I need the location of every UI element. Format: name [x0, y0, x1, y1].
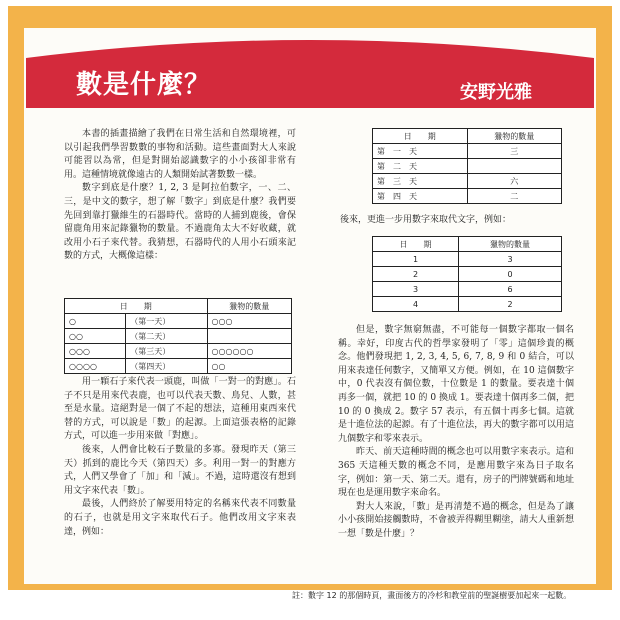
table-header: 日 期	[65, 299, 208, 314]
table-row	[373, 297, 562, 312]
day-cell: 4	[373, 297, 459, 312]
day-cell: 第 四 天	[373, 189, 468, 204]
digit-count-table	[372, 236, 562, 312]
paragraph: 昨天、前天這種時間的概念也可以用數字來表示。這和 365 天這種天數的概念不同，是應用數字來為日子取名字，例如：第一天、第二天。還有，房子的門牌號碼和地址現在也是運用數字來命名。	[338, 447, 574, 499]
day-cell: 2	[373, 267, 459, 282]
count-cell: 6	[459, 282, 562, 297]
table-row	[373, 159, 562, 174]
paragraph: 但是，數字無窮無盡，不可能每一個數字都取一個名稱。幸好，印度古代的哲學家發明了「零」這個珍貴的概念。他們發現把 1, 2, 3, 4, 5, 6, 7, 8, 9 和 0 結合，可以用來表達任何數字，又簡單又方便。例如，在 10 這個數字中，0 代表沒有個位數，十位數是 1 的數量。要表達十個再多一個，就把 10 的 0 換成 1。要表達十個再多二個，把 10 的 0 換成 2。數字 57 表示，有五個十再多七個。這就是十進位法的起源。有了十進位法，再大的數字都可以用這九個數字和零來表示。	[338, 325, 574, 444]
table-row	[373, 252, 562, 267]
marks-cell: ○	[65, 314, 126, 329]
day-cell: 3	[373, 282, 459, 297]
paragraph: 用一顆石子來代表一頭鹿，叫做「一對一的對應」。石子不只是用來代表鹿，也可以代表天數、鳥兒、人數，甚至是水量。這絕對是一個了不起的想法，這種用東西來代替的方式，可以說是「數」的起源。上面這張表格的記錄方式，可以進一步用來做「對應」。	[64, 377, 296, 442]
table-row	[373, 174, 562, 189]
day-cell: （第一天）	[126, 314, 207, 329]
table-row	[373, 267, 562, 282]
marks-cell: ○○○	[65, 344, 126, 359]
author-name: 安野光雅	[460, 82, 532, 103]
day-cell: 第 三 天	[373, 174, 468, 189]
paragraph: 本書的插畫描繪了我們在日常生活和自然環境裡，可以引起我們學習數數的事物和活動。這些畫面對大人來說可能習以為常，但是對開始認識數字的小小孩卻非常有用。這種情境就像遠古的人類開始試著數數一樣。	[64, 129, 296, 180]
day-cell: （第二天）	[126, 329, 207, 344]
table-row	[65, 314, 292, 329]
table-header: 獵物的數量	[207, 299, 291, 314]
count-cell: ○○○○○○	[207, 344, 291, 359]
count-cell: 0	[459, 267, 562, 282]
page-title: 數是什麼？	[76, 70, 212, 100]
table-row	[373, 144, 562, 159]
count-cell: 六	[467, 174, 562, 189]
left-column	[64, 128, 296, 264]
table-row	[65, 359, 292, 374]
table-row	[65, 329, 292, 344]
count-cell: 2	[459, 297, 562, 312]
table-header: 獵物的數量	[459, 237, 562, 252]
count-cell: ○○○	[207, 314, 291, 329]
day-cell: （第四天）	[126, 359, 207, 374]
table-header: 日 期	[373, 129, 468, 144]
day-cell: （第三天）	[126, 344, 207, 359]
word-count-table	[372, 128, 562, 204]
right-column	[338, 324, 574, 542]
marks-cell: ○○○○	[65, 359, 126, 374]
day-cell: 第 二 天	[373, 159, 468, 174]
table-row	[373, 282, 562, 297]
paragraph: 數字到底是什麼？1, 2, 3 是阿拉伯數字，一、二、三，是中文的數字，想了解「數字」到底是什麼？我們要先回到靠打獵維生的石器時代。當時的人捕到鹿後，會保留鹿角用來記錄獵物的數量。不過鹿角太大不好收藏，就改用小石子來代替。我猜想，石器時代的人用小石頭來記數的方式，大概像這樣：	[64, 183, 296, 262]
stone-tally-table	[64, 298, 292, 374]
left-column-lower	[64, 376, 296, 539]
day-cell: 1	[373, 252, 459, 267]
paragraph: 後來，人們會比較石子數量的多寡。發現昨天（第三天）抓到的鹿比今天（第四天）多。利用一對一的對應方式，人們又學會了「加」和「減」。不過，這時還沒有想到用文字來代表「數」。	[64, 444, 296, 496]
table-row	[65, 344, 292, 359]
numbers-intro: 後來，更進一步用數字來取代文字，例如：	[340, 215, 512, 225]
table-header: 日 期	[373, 237, 459, 252]
paragraph: 最後，人們終於了解要用特定的名稱來代表不同數量的石子，也就是用文字來取代石子。他們改用文字來表達，例如：	[64, 499, 296, 537]
count-cell: 3	[459, 252, 562, 267]
count-cell: 三	[467, 144, 562, 159]
day-cell: 第 一 天	[373, 144, 468, 159]
count-cell: 二	[467, 189, 562, 204]
marks-cell: ○○	[65, 329, 126, 344]
paragraph: 對大人來說，「數」是再清楚不過的概念，但是為了讓小小孩開始接觸數時，不會被弄得糊里糊塗，請大人重新想一想「數是什麼」？	[338, 501, 574, 539]
count-cell: ○○	[207, 359, 291, 374]
footnote: 註：數字 12 的那個時頁，畫面後方的冷杉和教堂前的聖誕樹要加起來一起數。	[292, 591, 572, 600]
table-header: 獵物的數量	[467, 129, 562, 144]
count-cell	[207, 329, 291, 344]
table-row	[373, 189, 562, 204]
count-cell	[467, 159, 562, 174]
